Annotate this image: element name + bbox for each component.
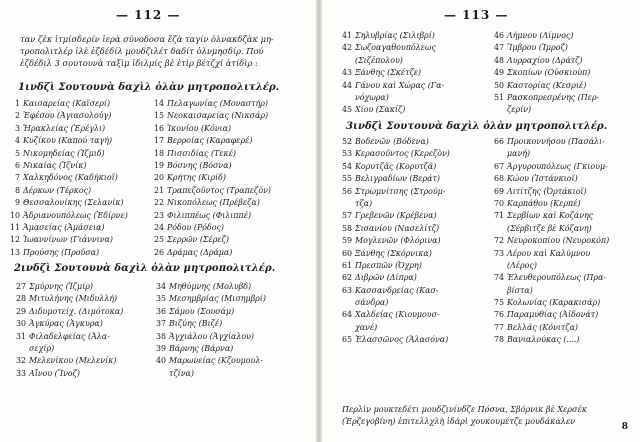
page-number-left: — 112 — [116,8,181,22]
list-item-continuation: τζίνα) [169,368,194,378]
list-item: 67 Ἀργυρουπόλεως (Γκιουμ- [493,161,608,171]
list-item: 6 Νικαίας (Ἰζνίκ) [14,160,87,170]
list-item: 20 Κρήτης (Κιρίδ) [153,173,226,183]
list-item: 73 Λέρου καὶ Καλύμνου [493,248,591,258]
list-item: 3 Ἡρακλείας (Ἐρέγλι) [14,123,106,133]
list-item: 61 Πρεσπῶν (Ὀχρη) [341,260,422,270]
section2-continued-right-column [486,30,599,117]
section1-heading: 1ινδζὶ Σουτουνὰ δαχὶλ ὀλὰν μητροπολιτλέρ. [18,82,280,93]
list-item-continuation: σεχίρ) [29,343,55,353]
list-item: 52 Βοδενῶν (Βόδενα) [341,137,429,146]
list-item: 16 Ἰκονίου (Κόνια) [153,123,232,133]
list-item: 58 Σισανίου (Νασελίτζ) [341,223,440,233]
list-item: 31 Φιλαδελφείας (Ἀλα- [15,331,110,341]
list-item: 10 Ἀδριανουπόλεως (Ἐδίρνε) [9,210,128,220]
list-item: 40 Μαρωνείας (Κζουμουλ- [155,356,264,366]
list-item: 37 Βιζύης (Βιζέ) [155,319,223,329]
section2-right-column [148,281,266,380]
list-item: 17 Βερροίας (Καραφερέ) [153,136,253,146]
list-item: 54 Κορυτζᾶς (Κορυτζᾶ) [341,161,437,171]
list-item: 36 Σάμου (Σουσάμ) [155,306,235,316]
list-item: 43 Ξάνθης (Σκέτζε) [341,68,422,78]
list-item: 44 Γάνου καὶ Χώρας (Γα- [341,80,445,90]
list-item: 78 Βανιαλούκας (....) [493,335,580,345]
intro-line: ταν ζὲκ ἰτμίσδερίν ἱερὰ σύνοδοσα ἔζὰ ταγίν ὀλνακδζὰκ μη- [20,34,274,44]
list-item: 1 Καισαρείας (Καϊσερί) [14,99,111,108]
list-item: 25 Σερρῶν (Σέρεζ) [153,235,229,245]
list-item: 32 Μελενίκου (Μελενίκ) [15,356,117,366]
list-item: 11 Ἀμασείας (Ἀμάσεια) [9,222,105,232]
list-item: 70 Καρπάθου (Κερπέ) [493,198,581,208]
list-item: 8 Δέρκων (Τέρκος) [14,185,92,195]
list-item: 18 Πισσιδίας (Τεκέ) [153,148,237,158]
list-item: 68 Κώου (Ἰστάνκιοϊ) [493,174,578,184]
list-item: 64 Χαλδείας (Κιουμουσ- [341,310,440,320]
list-item: 56 Στρωμνίτσης (Στρούμ- [341,186,446,196]
list-item-continuation: χανέ) [355,322,378,332]
footer-line: (Ἐρζεγοβίνη) ἐπιτελλχλὴ ἰδάρὶ χουκουμέτζε μουδάκαλεν [342,417,576,426]
list-item: 30 Ἀγκύρας (Ἀγκυρα) [15,319,103,329]
list-item: 29 Διδυμοτείχ. (Διμότοκα) [15,306,124,316]
list-item: 35 Μεσημβρίας (Μισημβρί) [155,294,266,304]
list-item: 55 Βελιγραδίων (Βεράτ) [341,174,440,184]
list-item: 39 Βάρνης (Βάρνα) [155,343,234,353]
list-item: 59 Μογλενῶν (Φλόρινα) [341,236,441,246]
list-item: 74 Ἐλευθερουπόλεως (Πρα- [493,273,607,283]
list-item-continuation: (Σέρβιτζε βὲ Κόζανη) [507,223,592,233]
list-item-continuation: τζα) [355,198,373,208]
section1-right-column [146,98,271,259]
list-item: 22 Νικοπόλεως (Πρέβεζα) [153,198,260,208]
list-item: 53 Κερασοῦντος (Κερεζὸν) [341,149,450,159]
list-item: 15 Νεοκαισαρείας (Νικσάρ) [153,111,269,121]
list-item: 75 Κολωνίας (Καρακισάρ) [493,298,601,308]
list-item: 60 Ξάνθης (Σκόρνικα) [341,248,432,258]
section2-continued-left-column [334,30,444,117]
list-item: 66 Προικοννήσου (Πασάλι- [493,137,605,146]
list-item: 71 Σερβίων καὶ Κοζάνης [493,211,594,221]
list-item: 48 Λυρραχίου (Δράτζ) [493,55,583,65]
list-item: 38 Ἀγχιάλου (Ἀγχίαλου) [155,331,254,341]
list-item: 72 Νευροκοπίου (Νευροκόπ) [493,236,610,246]
list-item: 49 Σκοπίων (Οὐσκιοὺπ) [493,68,591,78]
list-item: 5 Νικομηδείας (Ἰζμιδ) [14,148,105,158]
list-item: 57 Γρεβενῶν (Κρέβενα) [341,211,437,221]
list-item-continuation: μανή) [507,149,531,159]
list-item: 7 Χαλκηδόνος (Καδήκιοϊ) [14,173,118,183]
list-item-continuation: (Λέρος) [507,260,537,270]
list-item: 41 Σηλυβρίας (Σιλιβρί) [341,31,435,40]
footer-line: Περλὶν μουκτεδέτι μουδζινίνδζε Πόσνα, Σβόρνικ βὲ Χερσέκ [342,405,588,414]
list-item: 14 Πελαγωνίας (Μοναστήρ) [153,99,268,108]
list-item: 50 Καστορίας (Κεσριέ) [493,80,587,90]
list-item: 34 Μηθύμνης (Μολυβδ) [155,282,252,291]
list-item: 46 Λήμνου (Λίμνος) [493,31,574,40]
list-item: 13 Προύσης (Προῦσα) [9,247,100,257]
list-item: 77 Βελλᾶς (Κόνιτζα) [493,322,578,332]
list-item: 9 Θεσσαλονίκης (Σελανίκ) [14,198,124,208]
list-item-continuation: σάνδρα) [355,298,389,308]
section3-right-column [486,136,609,347]
list-item: 47 Ἴμβρου (Ἰμροζ) [493,43,568,53]
intro-line: τροπολιτλέρ ἰλὲ ἐζδέδίλ μουδζιλέτ δαδίτ ὀλνμησδίρ. Πού [20,46,264,56]
section3-heading: 3ινδζὶ Σουτουνὰ δαχὶλ ὀλὰν μητροπολιτλέρ. [346,121,608,132]
intro-line: ἐζδέδιλ 3 σουτουνὰ ταξὶμ ἰδιλμίς βὲ ἐτὶρ βέτζχί ἀτίδὶρ : [20,58,258,68]
list-item: 21 Τραπεζοῦντος (Τραπεζὸν) [153,185,271,195]
intro-paragraph [20,33,310,69]
footer-paragraph [342,404,632,428]
list-item: 28 Μιτυλήνης (Μιδυλλή) [15,294,118,304]
list-item-continuation: ζερίν) [507,105,532,115]
list-item: 23 Φιλιππέως (Φιλιππέ) [153,210,252,220]
section2-heading: 2ινδζὶ Σουτουνὰ δαχὶλ ὀλὰν μητροπολιτλέρ. [14,263,276,274]
right-page [320,0,640,442]
list-item: 24 Ρόδου (Ρόδος) [153,222,225,232]
list-item-continuation: (Σιζέπολου) [355,55,403,65]
list-item: 69 Λιτίτζης (Ὀρτάκιοϊ) [493,186,587,196]
list-item: 51 Ρασκοπρεσρένης (Περ- [493,92,600,102]
list-item: 26 Δράμας (Δράμα) [153,247,233,257]
list-item: 65 Ἐλασσῶνος (Ἀλασόνα) [341,335,449,345]
left-page [0,0,318,442]
list-item: 42 Σωζοαγαθουπόλεως [341,43,436,53]
list-item: 33 Αἴνου (Ἴνοζ) [15,368,80,378]
list-item-continuation: βίστα) [507,285,533,295]
list-item-continuation: νόχωρα) [355,92,389,102]
list-item: 27 Σμύρνης (Ἰζμίρ) [15,282,93,291]
list-item: 12 Ἰωαννίνων (Γιάννινα) [9,235,113,245]
section1-left-column [2,98,128,259]
printer-sheet-mark: 8 [621,422,628,432]
list-item: 4 Κυζίκου (Καπού ταγή) [14,136,113,146]
list-item: 45 Χίου (Σακίζ) [341,105,406,115]
section2-left-column [8,281,123,380]
list-item: 63 Κασσανδρείας (Κασ- [341,285,439,295]
list-item: 62 Διβρῶν (Δίπρα) [341,273,417,283]
list-item: 76 Παραμυθίας (Ἀϊδονάτ) [493,310,599,320]
page-number-right: — 113 — [444,8,509,22]
section3-left-column [334,136,450,347]
list-item: 2 Ἐφέσου (Ἀγιασολούγ) [14,111,112,121]
list-item: 19 Βόσνης (Βόσνα) [153,160,232,170]
